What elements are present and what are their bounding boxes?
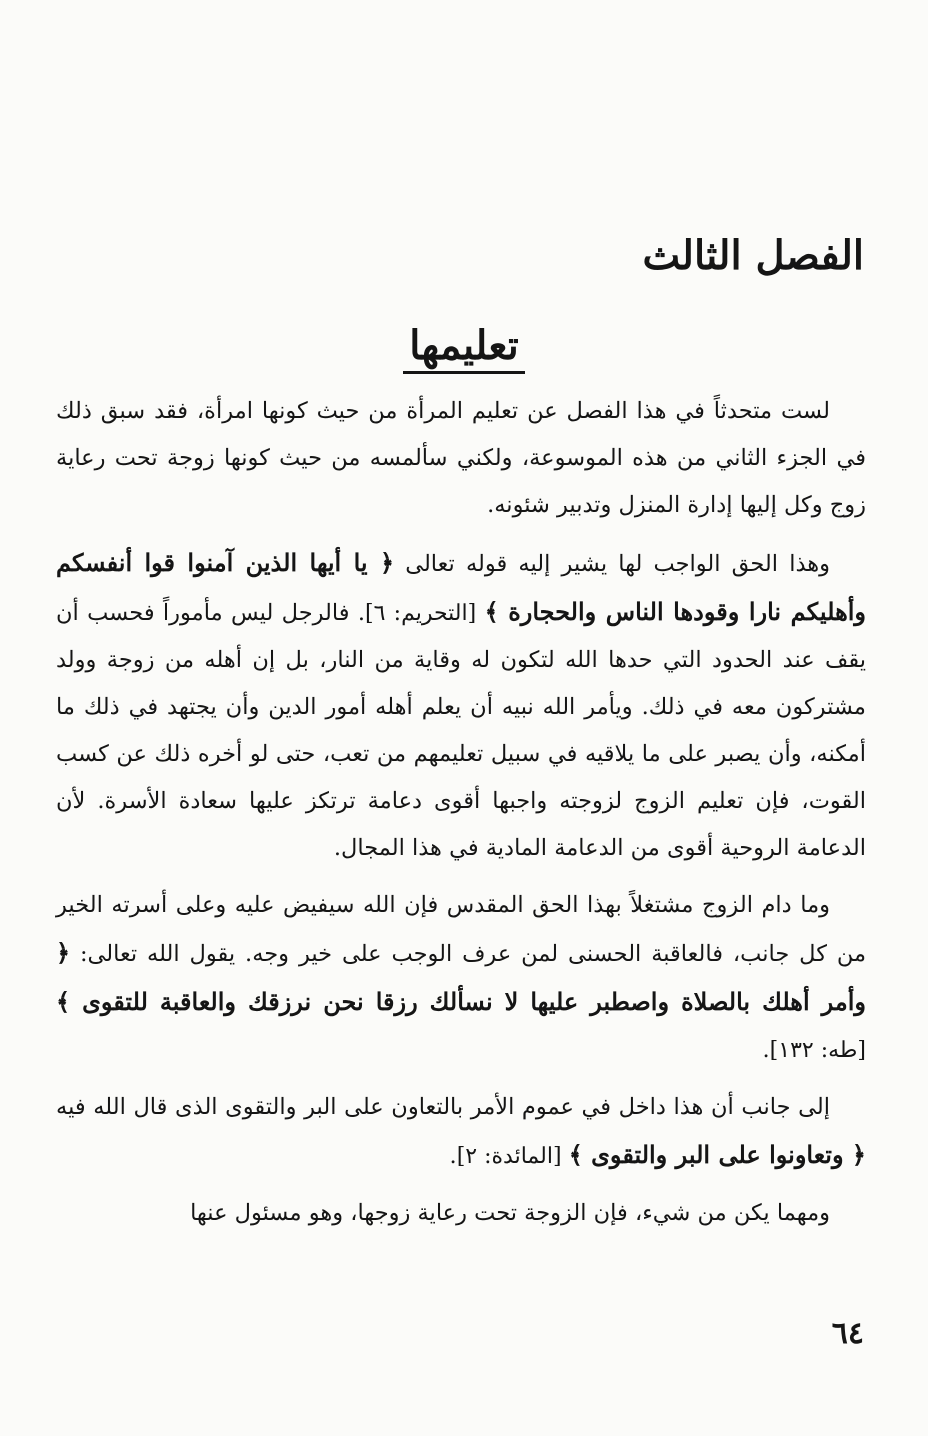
page-number: ٦٤	[831, 1316, 864, 1351]
paragraph-4	[56, 1084, 866, 1180]
chapter-title: الفصل الثالث	[642, 232, 864, 279]
paragraph-3	[56, 882, 866, 1074]
section-title-text: تعليمها	[403, 322, 525, 374]
paragraph-3-end: .	[762, 1037, 770, 1063]
paragraph-4-end: .	[449, 1143, 457, 1169]
paragraph-3-text-a: وما دام الزوج مشتغلاً بهذا الحق المقدس فإن الله سيفيض عليه وعلى أسرته الخير من كل جانب، فالعاقبة الحسنى لمن عرف الوجب على خير وجه. يقول الله تعالى:	[56, 892, 866, 967]
paragraph-5: ومهما يكن من شيء، فإن الزوجة تحت رعاية زوجها، وهو مسئول عنها	[190, 1200, 830, 1226]
quran-verse-2: ﴿ وأمر أهلك بالصلاة واصطبر عليها لا نسألك رزقا نحن نرزقك والعاقبة للتقوى ﴾	[56, 938, 866, 1016]
quran-verse-1: ﴿ يا أيها الذين آمنوا قوا أنفسكم وأهليكم نارا وقودها الناس والحجارة ﴾	[56, 548, 867, 626]
paragraph-2-text-b: . فالرجل ليس مأموراً فحسب أن يقف عند الحدود التي حدها الله لتكون له وقاية من النار، بل إن أهله من زوجة وولد مشتركون معه في ذلك. ويأمر الله نبيه أن يعلم أهله أمور الدين وأن يجتهد في ذلك ما أمكنه، وأن يصبر على ما يلاقيه في سبيل تعليمهم من تعب، حتى لو أخره ذلك عن كسب القوت، فإن تعليم الزوج لزوجته واجبها أقوى دعامة ترتكز عليها سعادة الأسرة. لأن الدعامة الروحية أقوى من الدعامة المادية في هذا المجال.	[56, 600, 866, 861]
body-text	[56, 388, 866, 1247]
paragraph-1: لست متحدثاً في هذا الفصل عن تعليم المرأة من حيث كونها امرأة، فقد سبق ذلك في الجزء الثاني من هذه الموسوعة، ولكني سألمسه من حيث كونها زوجة تحت رعاية زوج وكل إليها إدارة المنزل وتدبير شئونه.	[56, 398, 866, 518]
verse-reference-2: [طه: ١٣٢]	[769, 1038, 866, 1063]
verse-reference-1: [التحريم: ٦]	[365, 601, 477, 626]
section-title	[0, 322, 928, 369]
paragraph-2	[56, 539, 866, 872]
quran-verse-3: ﴿ وتعاونوا على البر والتقوى ﴾	[568, 1140, 866, 1169]
paragraph-4-text-a: إلى جانب أن هذا داخل في عموم الأمر بالتعاون على البر والتقوى الذى قال الله فيه	[56, 1094, 830, 1120]
paragraph-2-text-a: وهذا الحق الواجب لها يشير إليه قوله تعالى	[405, 551, 830, 577]
verse-reference-3: [المائدة: ٢]	[456, 1144, 562, 1169]
